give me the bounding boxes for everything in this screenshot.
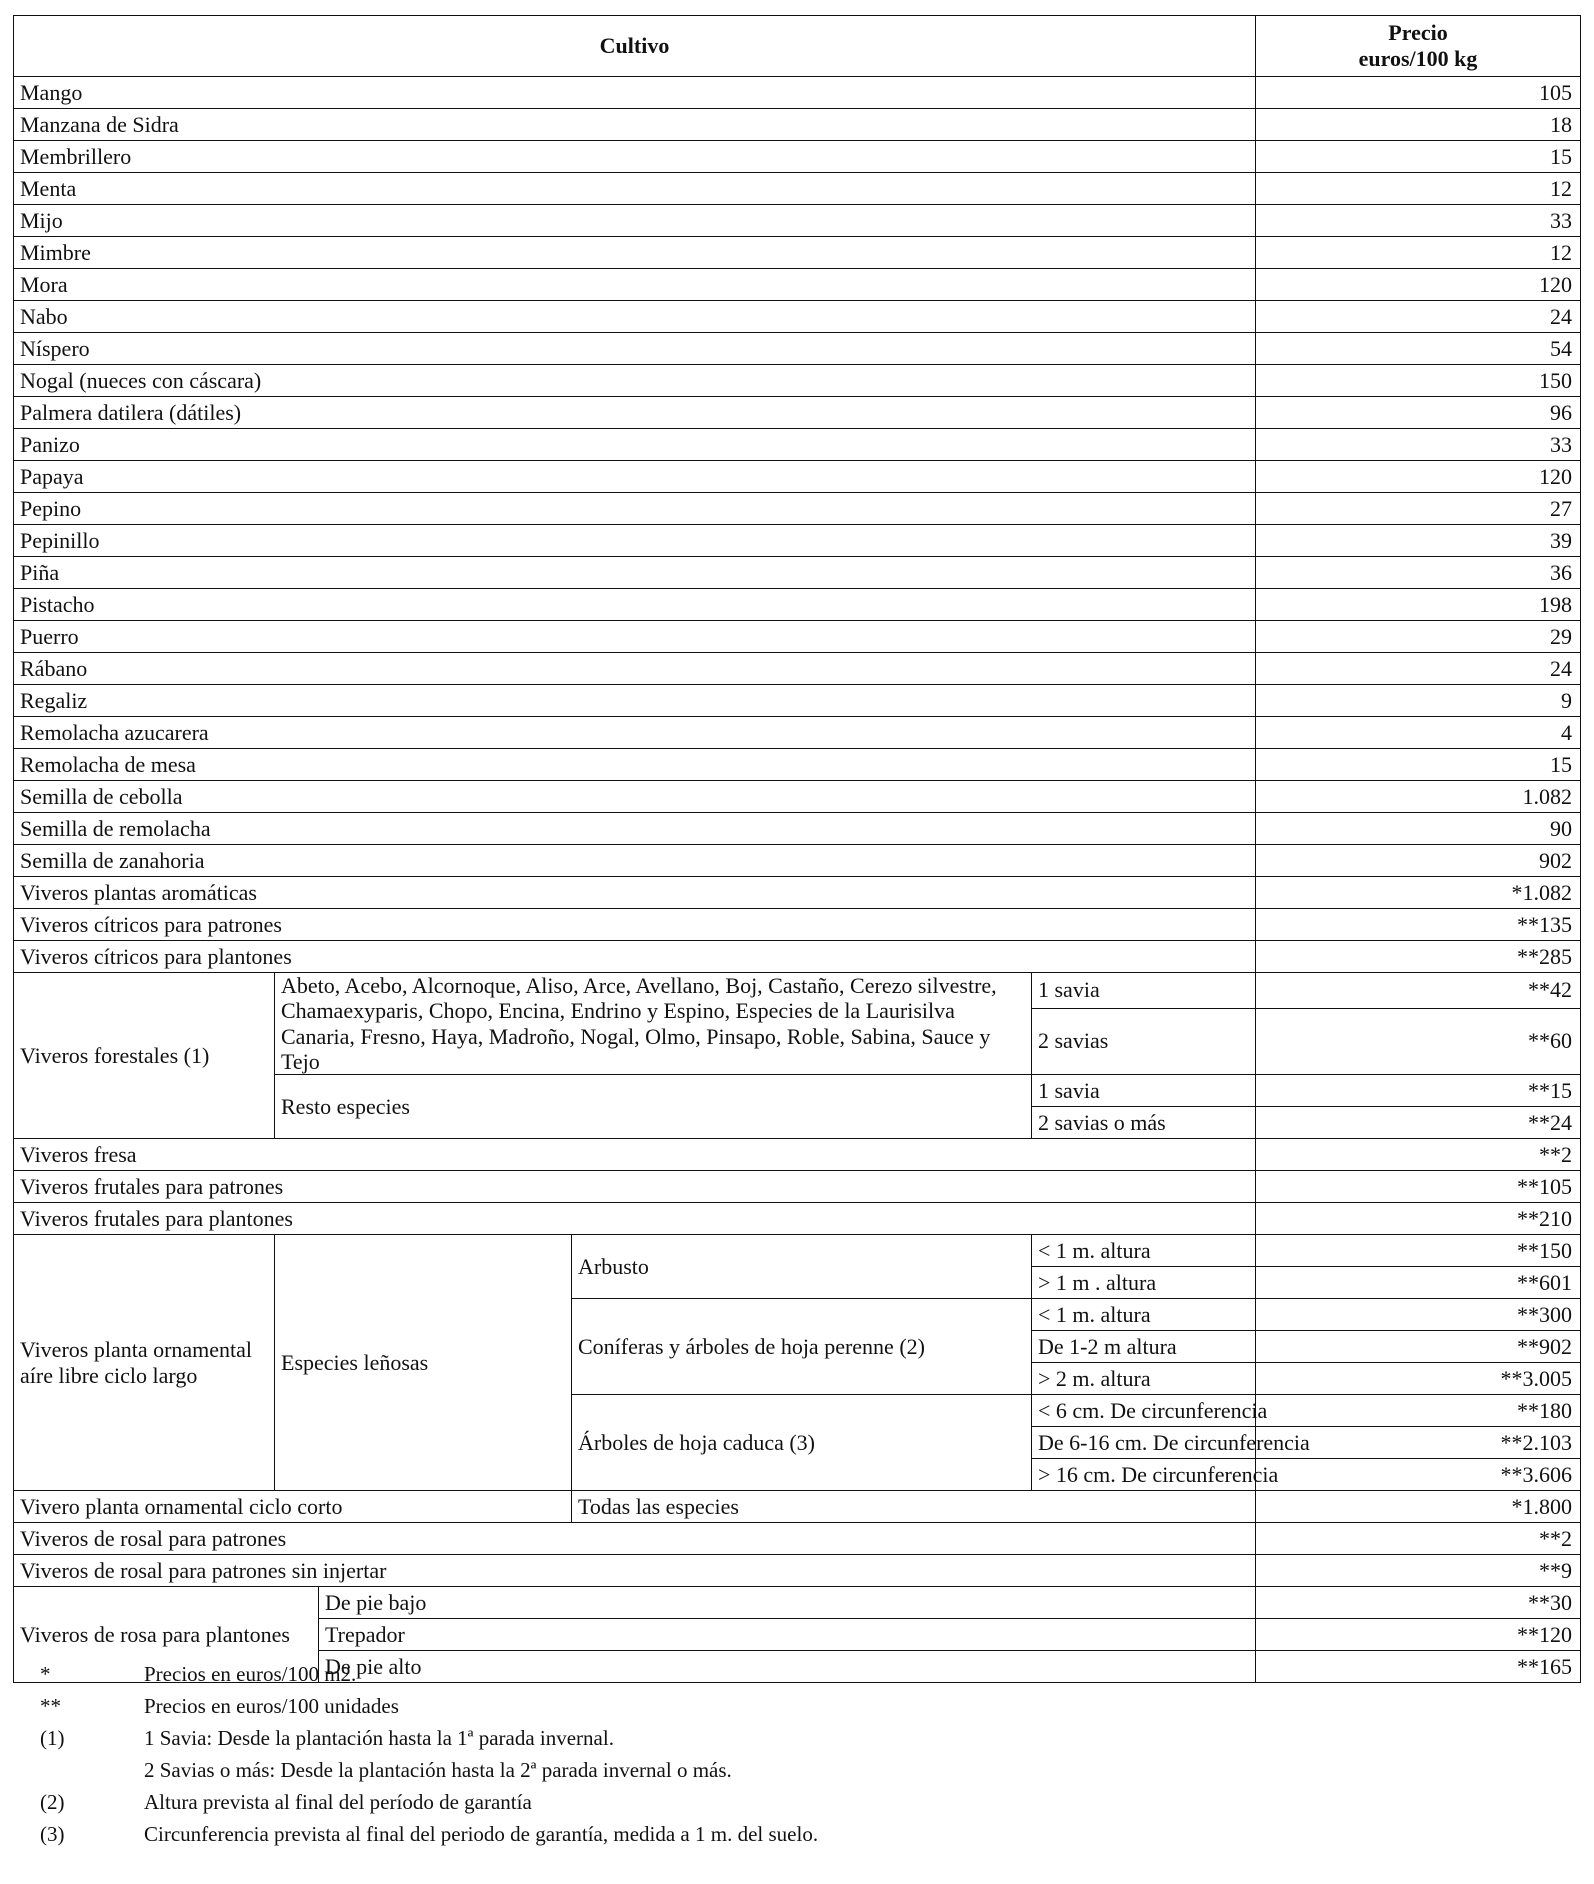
table-row: [14, 909, 1581, 941]
crop-name: Piña: [14, 557, 1256, 589]
footnote-mark: *: [40, 1661, 51, 1686]
crop-name: Pepinillo: [14, 525, 1256, 557]
crop-name: Rábano: [14, 653, 1256, 685]
table-row: [14, 557, 1581, 589]
crop-name: Menta: [14, 173, 1256, 205]
rosa-type: De pie alto: [319, 1651, 1256, 1683]
crop-price: **120: [1256, 1619, 1581, 1651]
crop-price: **165: [1256, 1651, 1581, 1683]
crop-name: Viveros frutales para patrones: [14, 1171, 1256, 1203]
savia-cell: 1 savia: [1032, 973, 1256, 1009]
footnote-mark: (2): [40, 1789, 65, 1814]
crop-name: Membrillero: [14, 141, 1256, 173]
size-cell: > 1 m . altura: [1032, 1267, 1256, 1299]
crop-price: **210: [1256, 1203, 1581, 1235]
corto-row: [14, 1491, 1581, 1523]
table-row: [14, 1139, 1581, 1171]
crop-price: 120: [1256, 461, 1581, 493]
corto-sub: Todas las especies: [572, 1491, 1256, 1523]
table-row: [14, 397, 1581, 429]
crop-price: 15: [1256, 141, 1581, 173]
footnote: [40, 1818, 1540, 1850]
table-row: [14, 717, 1581, 749]
crop-name: Panizo: [14, 429, 1256, 461]
table-row: [14, 781, 1581, 813]
crop-price: **2.103: [1256, 1427, 1581, 1459]
table-row: [14, 1523, 1581, 1555]
table-row: [14, 109, 1581, 141]
footnote: [40, 1658, 1540, 1690]
price-table: [13, 15, 1581, 1686]
crop-price: **2: [1256, 1523, 1581, 1555]
table-row: [14, 173, 1581, 205]
footnote-text: Precios en euros/100 unidades: [144, 1693, 399, 1718]
table-row: [14, 525, 1581, 557]
crop-name: Viveros de rosal para patrones: [14, 1523, 1256, 1555]
crop-name: Palmera datilera (dátiles): [14, 397, 1256, 429]
table-row: [14, 141, 1581, 173]
header-precio: [1256, 16, 1581, 77]
footnote-mark: (3): [40, 1821, 65, 1846]
header-precio-line1: Precio: [1388, 19, 1448, 45]
footnote-text: Precios en euros/100 m2.: [144, 1661, 357, 1686]
crop-price: 39: [1256, 525, 1581, 557]
table-row: [14, 589, 1581, 621]
table-row: [14, 461, 1581, 493]
crop-price: 33: [1256, 205, 1581, 237]
size-cell: > 16 cm. De circunferencia: [1032, 1459, 1256, 1491]
crop-name: Puerro: [14, 621, 1256, 653]
table-row: [14, 845, 1581, 877]
crop-price: *1.800: [1256, 1491, 1581, 1523]
crop-price: 24: [1256, 301, 1581, 333]
crop-price: 15: [1256, 749, 1581, 781]
forestales-label: Viveros forestales (1): [14, 973, 275, 1139]
savia-cell: 2 savias: [1032, 1008, 1256, 1075]
crop-price: 24: [1256, 653, 1581, 685]
ornamental-row: [14, 1235, 1581, 1267]
crop-name: Viveros cítricos para patrones: [14, 909, 1256, 941]
crop-price: 902: [1256, 845, 1581, 877]
rosa-row: [14, 1587, 1581, 1619]
ornamental-type: Árboles de hoja caduca (3): [572, 1395, 1032, 1491]
crop-name: Pistacho: [14, 589, 1256, 621]
footnote: [40, 1722, 1540, 1754]
footnote-text: 2 Savias o más: Desde la plantación hasta la 2ª parada invernal o más.: [144, 1757, 732, 1782]
footnotes: [40, 1658, 1540, 1850]
table-row: [14, 685, 1581, 717]
crop-price: **300: [1256, 1299, 1581, 1331]
table-row: [14, 813, 1581, 845]
forestales-group1: Abeto, Acebo, Alcornoque, Aliso, Arce, Avellano, Boj, Castaño, Cerezo silvestre, Chamaexyparis, Chopo, Encina, Endrino y Espino, Especies de la Laurisilva Canaria, Fresno, Haya, Madroño, Nogal, Olmo, Pinsapo, Roble, Sabina, Sauce y Tejo: [275, 973, 1032, 1075]
crop-name: Semilla de cebolla: [14, 781, 1256, 813]
table-row: [14, 621, 1581, 653]
ornamental-sub: Especies leñosas: [275, 1235, 572, 1491]
crop-price: 96: [1256, 397, 1581, 429]
crop-price: **180: [1256, 1395, 1581, 1427]
crop-price: **105: [1256, 1171, 1581, 1203]
crop-price: 198: [1256, 589, 1581, 621]
crop-price: **60: [1256, 1008, 1581, 1075]
footnote: [40, 1786, 1540, 1818]
crop-name: Mijo: [14, 205, 1256, 237]
ornamental-type: Coníferas y árboles de hoja perenne (2): [572, 1299, 1032, 1395]
size-cell: > 2 m. altura: [1032, 1363, 1256, 1395]
crop-price: **902: [1256, 1331, 1581, 1363]
table-row: [14, 333, 1581, 365]
header-row: [14, 16, 1581, 77]
footnote-text: 1 Savia: Desde la plantación hasta la 1ª parada invernal.: [144, 1725, 614, 1750]
crop-price: 54: [1256, 333, 1581, 365]
crop-name: Mango: [14, 77, 1256, 109]
crop-name: Semilla de remolacha: [14, 813, 1256, 845]
crop-price: 18: [1256, 109, 1581, 141]
table-row: [14, 429, 1581, 461]
crop-name: Mora: [14, 269, 1256, 301]
crop-name: Nogal (nueces con cáscara): [14, 365, 1256, 397]
crop-price: **135: [1256, 909, 1581, 941]
header-precio-line2: euros/100 kg: [1358, 46, 1478, 71]
crop-price: 150: [1256, 365, 1581, 397]
table-row: [14, 877, 1581, 909]
savia-cell: 1 savia: [1032, 1075, 1256, 1107]
footnote: [40, 1754, 1540, 1786]
crop-price: **9: [1256, 1555, 1581, 1587]
crop-price: **42: [1256, 973, 1581, 1009]
table-row: [14, 269, 1581, 301]
crop-price: 9: [1256, 685, 1581, 717]
forestales-group2: Resto especies: [275, 1075, 1032, 1139]
table-row: [14, 493, 1581, 525]
footnote: [40, 1690, 1540, 1722]
crop-price: 36: [1256, 557, 1581, 589]
crop-price: 90: [1256, 813, 1581, 845]
table-row: [14, 205, 1581, 237]
crop-name: Viveros de rosal para patrones sin injertar: [14, 1555, 1256, 1587]
footnote-text: Altura prevista al final del período de garantía: [144, 1789, 532, 1814]
crop-name: Nabo: [14, 301, 1256, 333]
table-row: [14, 941, 1581, 973]
crop-price: 29: [1256, 621, 1581, 653]
rosa-type: De pie bajo: [319, 1587, 1256, 1619]
rosa-label: Viveros de rosa para plantones: [14, 1587, 319, 1683]
crop-name: Viveros frutales para plantones: [14, 1203, 1256, 1235]
table-row: [14, 1203, 1581, 1235]
size-cell: < 1 m. altura: [1032, 1299, 1256, 1331]
crop-price: 1.082: [1256, 781, 1581, 813]
crop-price: **601: [1256, 1267, 1581, 1299]
table-row: [14, 237, 1581, 269]
crop-name: Manzana de Sidra: [14, 109, 1256, 141]
crop-price: **150: [1256, 1235, 1581, 1267]
crop-price: 12: [1256, 237, 1581, 269]
crop-price: **30: [1256, 1587, 1581, 1619]
crop-price: 12: [1256, 173, 1581, 205]
crop-name: Vivero planta ornamental ciclo corto: [14, 1491, 572, 1523]
table-row: [14, 365, 1581, 397]
crop-price: 33: [1256, 429, 1581, 461]
size-cell: De 6-16 cm. De circunferencia: [1032, 1427, 1256, 1459]
table-row: [14, 1171, 1581, 1203]
size-cell: De 1-2 m altura: [1032, 1331, 1256, 1363]
crop-price: 105: [1256, 77, 1581, 109]
crop-name: Viveros cítricos para plantones: [14, 941, 1256, 973]
crop-price: **285: [1256, 941, 1581, 973]
crop-price: 4: [1256, 717, 1581, 749]
crop-price: **2: [1256, 1139, 1581, 1171]
footnote-mark: **: [40, 1693, 61, 1718]
size-cell: < 6 cm. De circunferencia: [1032, 1395, 1256, 1427]
crop-name: Viveros fresa: [14, 1139, 1256, 1171]
table-row: [14, 749, 1581, 781]
crop-price: **3.005: [1256, 1363, 1581, 1395]
crop-price: **15: [1256, 1075, 1581, 1107]
table-row: [14, 301, 1581, 333]
savia-cell: 2 savias o más: [1032, 1107, 1256, 1139]
header-cultivo: Cultivo: [14, 16, 1256, 77]
crop-name: Remolacha de mesa: [14, 749, 1256, 781]
table-row: [14, 1555, 1581, 1587]
footnote-text: Circunferencia prevista al final del periodo de garantía, medida a 1 m. del suelo.: [144, 1821, 819, 1846]
crop-price: **24: [1256, 1107, 1581, 1139]
crop-price: **3.606: [1256, 1459, 1581, 1491]
rosa-type: Trepador: [319, 1619, 1256, 1651]
crop-name: Papaya: [14, 461, 1256, 493]
crop-name: Pepino: [14, 493, 1256, 525]
crop-name: Remolacha azucarera: [14, 717, 1256, 749]
table-row: [14, 77, 1581, 109]
table-row: [14, 653, 1581, 685]
crop-price: 120: [1256, 269, 1581, 301]
ornamental-label: Viveros planta ornamental aíre libre ciclo largo: [14, 1235, 275, 1491]
crop-price: *1.082: [1256, 877, 1581, 909]
crop-name: Mimbre: [14, 237, 1256, 269]
crop-name: Níspero: [14, 333, 1256, 365]
size-cell: < 1 m. altura: [1032, 1235, 1256, 1267]
crop-name: Viveros plantas aromáticas: [14, 877, 1256, 909]
forestales-row: [14, 973, 1581, 1009]
footnote-mark: (1): [40, 1725, 65, 1750]
crop-price: 27: [1256, 493, 1581, 525]
crop-name: Regaliz: [14, 685, 1256, 717]
crop-name: Semilla de zanahoria: [14, 845, 1256, 877]
ornamental-type: Arbusto: [572, 1235, 1032, 1299]
